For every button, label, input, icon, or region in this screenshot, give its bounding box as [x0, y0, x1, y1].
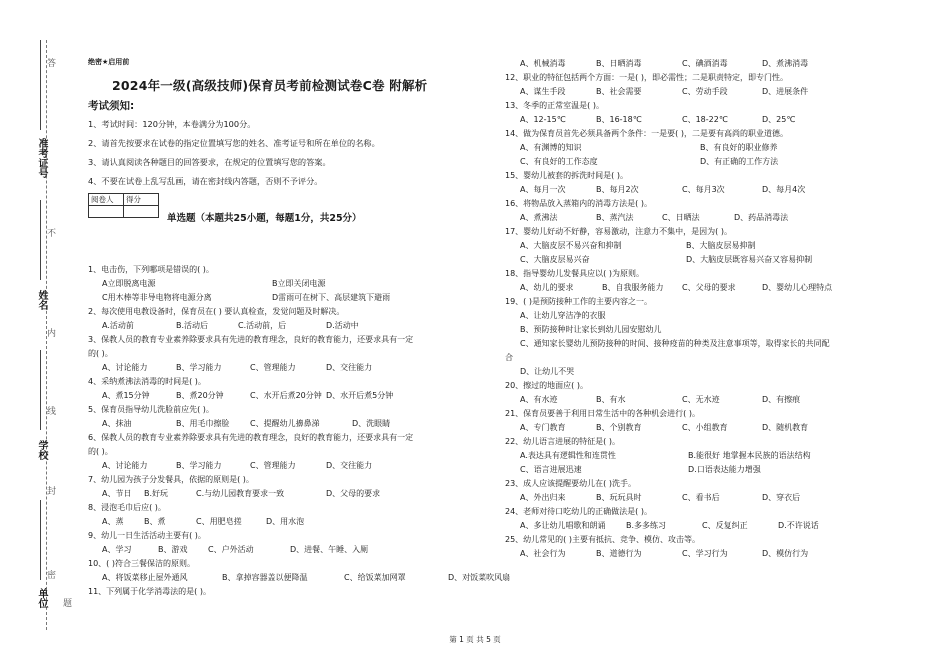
question-stem: 15、婴幼儿被套的拆洗时间是( )。	[505, 171, 628, 180]
question-stem: 19、( )是预防接种工作的主要内容之一。	[505, 297, 652, 306]
answer-option[interactable]: A、专门教育	[520, 423, 566, 432]
notice-heading: 考试须知:	[88, 100, 135, 112]
seal-char: 密	[45, 570, 55, 579]
question-stem: 25、幼儿常见的( )主要有抵抗、竞争、模仿、攻击等。	[505, 535, 700, 544]
answer-option[interactable]: C、父母的要求	[682, 283, 736, 292]
unit-field[interactable]	[40, 500, 41, 580]
secret-mark: 绝密★启用前	[88, 58, 130, 66]
answer-option[interactable]: C、反复纠正	[702, 521, 748, 530]
seal-char: 答	[45, 58, 55, 67]
answer-option[interactable]: D、有擦痕	[762, 395, 801, 404]
answer-option[interactable]: D、进展条件	[762, 87, 809, 96]
answer-option[interactable]: B.多多练习	[626, 521, 667, 530]
question-stem: 14、做为保育员首先必须具备两个条件：一是要( )，二是要有高尚的职业道德。	[505, 129, 788, 138]
question-stem: 22、幼儿语言进展的特征是( )。	[505, 437, 620, 446]
answer-option[interactable]: B、道德行为	[596, 549, 642, 558]
answer-option[interactable]: C、大脑皮层易兴奋	[520, 255, 590, 264]
answer-option[interactable]: A、有水迹	[520, 395, 558, 404]
answer-option[interactable]: 的( )。	[88, 447, 113, 456]
answer-option[interactable]: D、父母的要求	[326, 489, 381, 498]
answer-option[interactable]: C、用肥皂搓	[196, 517, 242, 526]
answer-option[interactable]: B、用毛巾擦脸	[176, 419, 230, 428]
answer-option[interactable]: B、预防接种时让家长到幼儿园安慰幼儿	[520, 325, 662, 334]
score-table	[88, 193, 159, 218]
answer-option[interactable]: B、玩玩具时	[596, 493, 642, 502]
answer-option[interactable]: D、用水泡	[266, 517, 305, 526]
answer-option[interactable]: C、碘酒消毒	[682, 59, 728, 68]
question-stem: 23、成人应该提醒要幼儿在( )洗手。	[505, 479, 636, 488]
question-stem: 11、下列属于化学消毒法的是( )。	[88, 587, 211, 596]
answer-option[interactable]: A、节日	[102, 489, 132, 498]
answer-option[interactable]: A、12-15℃	[520, 115, 566, 124]
binding-margin	[0, 0, 71, 671]
answer-option[interactable]: C、提醒幼儿擤鼻涕	[250, 419, 320, 428]
answer-option[interactable]: C、语言进展迅速	[520, 465, 582, 474]
answer-option[interactable]: A、抹油	[102, 419, 132, 428]
answer-option[interactable]: C用木棒等非导电物将电源分离	[102, 293, 212, 302]
answer-option[interactable]: D.口语表达能力增强	[688, 465, 761, 474]
notice-item: 3、请认真阅读各种题目的回答要求，在规定的位置填写您的答案。	[88, 157, 331, 167]
answer-option[interactable]: A、将饭菜移止屋外通风	[102, 573, 188, 582]
question-stem: 7、幼儿园为孩子分发餐具，依据的原则是( )。	[88, 475, 254, 484]
answer-option[interactable]: C、看书后	[682, 493, 720, 502]
answer-option[interactable]: D、洗眼睛	[352, 419, 391, 428]
notice-item: 4、不要在试卷上乱写乱画，请在密封线内答题，否则不予评分。	[88, 176, 323, 186]
answer-option[interactable]: A、蒸	[102, 517, 124, 526]
answer-option[interactable]: A、多让幼儿唱歌和朗诵	[520, 521, 606, 530]
answer-option[interactable]: B、拿掉容器盖以便降温	[222, 573, 308, 582]
answer-option[interactable]: B.好玩	[144, 489, 169, 498]
answer-option[interactable]: B、学习能力	[176, 363, 222, 372]
page-footer: 第 1 页 共 5 页	[449, 635, 501, 644]
answer-option[interactable]: B、有良好的职业修养	[700, 143, 778, 152]
answer-option[interactable]: D、大脑皮层既容易兴奋又容易抑制	[686, 255, 813, 264]
answer-option[interactable]: C、学习行为	[682, 549, 728, 558]
answer-option[interactable]: D、有正确的工作方法	[700, 157, 779, 166]
answer-option[interactable]: C、无水迹	[682, 395, 720, 404]
answer-option[interactable]: B、每月2次	[596, 185, 639, 194]
answer-option[interactable]: A、外出归来	[520, 493, 566, 502]
name-label: 姓名	[36, 290, 47, 310]
answer-option[interactable]: C、管理能力	[250, 363, 296, 372]
answer-option[interactable]: B、个别教育	[596, 423, 642, 432]
answer-option[interactable]: C.活动前，后	[238, 321, 287, 330]
answer-option[interactable]: A、让幼儿穿洁净的衣服	[520, 311, 606, 320]
admission-number-label: 准考证号	[36, 138, 47, 178]
answer-option[interactable]: C、给饭菜加网罩	[344, 573, 406, 582]
question-stem: 17、婴幼儿好动不好静，容易激动，注意力不集中，是因为( )。	[505, 227, 732, 236]
answer-option[interactable]: C、通知家长婴幼儿预防接种的时间、接种疫苗的种类及注意事项等，取得家长的共同配	[520, 339, 830, 348]
answer-option[interactable]: D、煮沸消毒	[762, 59, 809, 68]
answer-option[interactable]: D、药品消毒法	[734, 213, 789, 222]
school-field[interactable]	[40, 350, 41, 430]
answer-option[interactable]: B、自我服务能力	[602, 283, 664, 292]
answer-option[interactable]: B立即关闭电源	[272, 279, 326, 288]
answer-option[interactable]: D、随机教育	[762, 423, 809, 432]
question-stem: 1、电击伤，下列哪项是错误的( )。	[88, 265, 214, 274]
answer-option[interactable]: D、让幼儿不哭	[520, 367, 575, 376]
answer-option[interactable]: C、户外活动	[208, 545, 254, 554]
answer-option[interactable]: B、有水	[596, 395, 626, 404]
page-title: 2024年一级(高级技师)保育员考前检测试卷C卷 附解析	[112, 78, 428, 93]
answer-option[interactable]: A、讨论能力	[102, 461, 148, 470]
answer-option[interactable]: A、大脑皮层不易兴奋和抑制	[520, 241, 622, 250]
question-stem: 13、冬季的正常室温是( )。	[505, 101, 604, 110]
question-stem: 5、保育员指导幼儿洗脸前应先( )。	[88, 405, 214, 414]
answer-option[interactable]: 合	[505, 353, 513, 362]
school-label: 学校	[36, 440, 47, 460]
question-stem: 18、指导婴幼儿发餐具应以( )为原则。	[505, 269, 644, 278]
answer-option[interactable]: C、日晒法	[662, 213, 700, 222]
answer-option[interactable]: D、交往能力	[326, 461, 373, 470]
answer-option[interactable]: B、16-18℃	[596, 115, 642, 124]
answer-option[interactable]: C、每月3次	[682, 185, 725, 194]
grader-label: 阅卷人	[89, 194, 124, 206]
answer-option[interactable]: D、模仿行为	[762, 549, 809, 558]
answer-option[interactable]: A.活动前	[102, 321, 134, 330]
answer-option[interactable]: C、18-22℃	[682, 115, 728, 124]
grader-cell[interactable]	[89, 206, 124, 218]
question-stem: 2、每次使用电教设备时，保育员在( ) 要认真检查，发觉问题及时解决。	[88, 307, 345, 316]
seal-char: 线	[45, 406, 55, 415]
answer-option[interactable]: 的( )。	[88, 349, 113, 358]
answer-option[interactable]: B、日晒消毒	[596, 59, 642, 68]
answer-option[interactable]: C.与幼儿园教育要求一致	[196, 489, 285, 498]
answer-option[interactable]: B、大脑皮层易抑制	[686, 241, 756, 250]
answer-option[interactable]: A立即脱离电源	[102, 279, 156, 288]
seal-char: 内	[45, 328, 55, 337]
seal-char: 封	[45, 486, 55, 495]
answer-option[interactable]: A、幼儿的要求	[520, 283, 574, 292]
answer-option[interactable]: B、煮20分钟	[176, 391, 224, 400]
answer-option[interactable]: D、水开后煮5分钟	[326, 391, 394, 400]
answer-option[interactable]: D、穿衣后	[762, 493, 801, 502]
answer-option[interactable]: A、煮沸法	[520, 213, 558, 222]
answer-option[interactable]: A.表达具有逻辑性和连贯性	[520, 451, 616, 460]
question-stem: 20、擦过的地面应( )。	[505, 381, 588, 390]
answer-option[interactable]: C、劳动手段	[682, 87, 728, 96]
answer-option[interactable]: B、学习能力	[176, 461, 222, 470]
admission-number-field[interactable]	[40, 40, 41, 130]
answer-option[interactable]: B.活动后	[176, 321, 209, 330]
answer-option[interactable]: C、小组教育	[682, 423, 728, 432]
answer-option[interactable]: A、学习	[102, 545, 132, 554]
answer-option[interactable]: B、游戏	[158, 545, 188, 554]
answer-option[interactable]: C、有良好的工作态度	[520, 157, 598, 166]
answer-option[interactable]: C、水开后煮20分钟	[250, 391, 322, 400]
answer-option[interactable]: C、管理能力	[250, 461, 296, 470]
notice-item: 1、考试时间：120分钟，本卷满分为100分。	[88, 119, 256, 129]
question-stem: 12、职业的特征包括两个方面：一是( )，即必需性；二是职责特定，即专门性。	[505, 73, 788, 82]
answer-option[interactable]: D雷雨可在树下、高层建筑下避雨	[272, 293, 391, 302]
answer-option[interactable]: B、社会需要	[596, 87, 642, 96]
answer-option[interactable]: D、对饭菜吹风扇	[448, 573, 511, 582]
answer-option[interactable]: A、每月一次	[520, 185, 566, 194]
question-stem: 8、浸泡毛巾后应( )。	[88, 503, 166, 512]
answer-option[interactable]: D、进餐、午睡、入厕	[290, 545, 369, 554]
seal-char: 不	[45, 228, 55, 237]
question-stem: 6、保教人员的教育专业素养除要求具有先进的教育理念，良好的教育能力，还要求具有一定	[88, 433, 414, 442]
answer-option[interactable]: D、25℃	[762, 115, 796, 124]
section-heading: 单选题（本题共25小题，每题1分，共25分）	[167, 213, 362, 224]
question-stem: 9、幼儿一日生活活动主要有( )。	[88, 531, 206, 540]
answer-option[interactable]: B.能很好 地掌握本民族的语法结构	[688, 451, 811, 460]
score-cell[interactable]	[124, 206, 159, 218]
question-stem: 16、将物品放入蒸箱内的消毒方法是( )。	[505, 199, 652, 208]
question-stem: 21、保育员要善于利用日常生活中的各种机会进行( )。	[505, 409, 700, 418]
answer-option[interactable]: A、煮15分钟	[102, 391, 150, 400]
answer-option[interactable]: D、每月4次	[762, 185, 806, 194]
notice-item: 2、请首先按要求在试卷的指定位置填写您的姓名、准考证号和所在单位的名称。	[88, 138, 380, 148]
answer-option[interactable]: D、交往能力	[326, 363, 373, 372]
answer-option[interactable]: A、谋生手段	[520, 87, 566, 96]
answer-option[interactable]: A、讨论能力	[102, 363, 148, 372]
answer-option[interactable]: D、婴幼儿心理特点	[762, 283, 833, 292]
score-label: 得分	[124, 194, 159, 206]
answer-option[interactable]: D.不许说话	[778, 521, 819, 530]
question-stem: 24、老师对待口吃幼儿的正确做法是( )。	[505, 507, 652, 516]
question-stem: 4、采纳煮沸法消毒的时间是( )。	[88, 377, 206, 386]
answer-option[interactable]: A、有渊博的知识	[520, 143, 582, 152]
question-stem: 3、保教人员的教育专业素养除要求具有先进的教育理念，良好的教育能力，还要求具有一定	[88, 335, 414, 344]
question-stem: 10、( )符合三餐保洁的原则。	[88, 559, 195, 568]
answer-option[interactable]: B、煮	[144, 517, 166, 526]
answer-option[interactable]: A、机械消毒	[520, 59, 566, 68]
answer-option[interactable]: D.活动中	[326, 321, 359, 330]
answer-option[interactable]: A、社会行为	[520, 549, 566, 558]
answer-option[interactable]: B、蒸汽法	[596, 213, 634, 222]
seal-char: 题	[61, 598, 71, 607]
name-field[interactable]	[40, 200, 41, 280]
unit-label: 单位	[36, 588, 47, 608]
